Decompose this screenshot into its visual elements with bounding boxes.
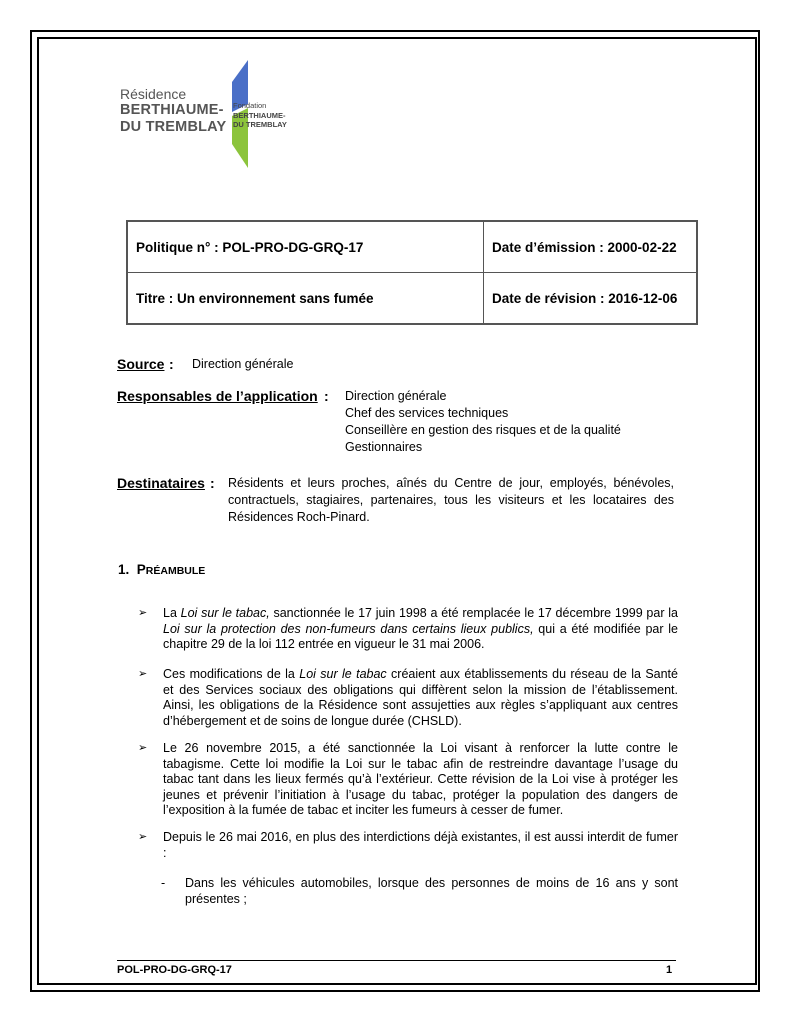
footer-divider (117, 960, 676, 961)
section-heading-preambule (118, 562, 205, 577)
text-run-italic: Loi sur le tabac, (180, 606, 270, 620)
revision-date: Date de révision : 2016-12-06 (484, 273, 698, 325)
logo-residence-line1: BERTHIAUME- (120, 102, 224, 118)
arrow-bullet-icon: ➢ (138, 831, 148, 843)
sub-list-text: Dans les véhicules automobiles, lorsque des personnes de moins de 16 ans y sont présentes ; (185, 876, 678, 906)
source-value: Direction générale (192, 357, 294, 371)
arrow-bullet-icon: ➢ (138, 742, 148, 754)
list-item: Chef des services techniques (345, 406, 509, 420)
text-run: qui a été modifiée par le chapitre 29 de la loi 112 entrée en vigueur le 31 mai 2006. (163, 621, 679, 651)
policy-header-table (126, 220, 698, 325)
source-colon: : (169, 356, 174, 372)
destinataires-colon: : (210, 475, 215, 491)
responsables-list (345, 388, 621, 456)
sub-list-item (161, 876, 678, 907)
text-run: créaient aux établissements du réseau de la Santé et des Services sociaux des obligations qui diffèrent selon la mission de l’établissement. Ainsi, les obligations de la Résidence sont assujetties aux règles s’appliquant aux centres d’hébergement et de soins de longue durée (CHSLD). (163, 667, 678, 728)
issue-date: Date d’émission : 2000-02-22 (484, 221, 698, 273)
text-run-italic: Loi sur la protection des non-fumeurs dans certains lieux publics, (163, 621, 534, 636)
table-row (127, 221, 697, 273)
text-run-italic: Loi sur le tabac (299, 667, 387, 681)
policy-number: Politique n° : POL-PRO-DG-GRQ-17 (127, 221, 484, 273)
section-first-letter: P (136, 562, 146, 577)
logo-fondation-line1: BERTHIAUME- (233, 111, 286, 120)
arrow-bullet-icon: ➢ (138, 668, 148, 680)
bullet-item (138, 606, 678, 653)
destinataires-label: Destinataires (117, 475, 205, 491)
bullet-text (163, 606, 678, 653)
arrow-bullet-icon: ➢ (138, 607, 148, 619)
text-run: La (163, 606, 181, 620)
list-item: Direction générale (345, 389, 447, 403)
text-run: Ces modifications de la (163, 667, 300, 681)
bullet-item (138, 741, 678, 819)
bullet-item (138, 667, 678, 729)
dash-marker: - (161, 876, 166, 890)
table-row (127, 273, 697, 325)
logo-fondation-line2: DU TREMBLAY (233, 120, 287, 129)
logo-residence-word: Résidence (120, 86, 187, 102)
destinataires-value: Résidents et leurs proches, aînés du Centre de jour, employés, bénévoles, contractuels, stagiaires, partenaires, tous les visiteurs et les locataires des Résidences Roch-Pinard. (228, 476, 674, 524)
bullet-text: Depuis le 26 mai 2016, en plus des interdictions déjà existantes, il est aussi interdit de fumer : (163, 830, 678, 860)
section-rest: RÉAMBULE (145, 565, 206, 577)
logo-residence-line2: DU TREMBLAY (120, 119, 227, 135)
logo-fondation-word: Fondation (233, 101, 267, 110)
section-number: 1. (118, 562, 130, 577)
footer-page-number: 1 (666, 964, 673, 976)
bullet-text: Le 26 novembre 2015, a été sanctionnée la Loi visant à renforcer la lutte contre le tabagisme. Cette loi modifie la Loi sur le tabac afin de restreindre davantage l’usage du tabac tant dans les lieux fermés qu’à l’extérieur. Cette révision de la Loi vise à protéger les jeunes et prévenir l’initiation à l’usage du tabac, protéger la population des dangers de l’exposition à la fumée de tabac et inciter les fumeurs à cesser de fumer. (163, 741, 678, 817)
list-item: Gestionnaires (345, 440, 423, 454)
bullet-item (138, 830, 678, 861)
policy-title: Titre : Un environnement sans fumée (127, 273, 484, 325)
responsables-label: Responsables de l’application (117, 388, 318, 404)
logo (120, 60, 320, 170)
source-label: Source (117, 356, 165, 372)
footer-document-code: POL-PRO-DG-GRQ-17 (117, 964, 232, 976)
list-item: Conseillère en gestion des risques et de la qualité (345, 423, 621, 437)
responsables-colon: : (324, 388, 329, 404)
text-run: sanctionnée le 17 juin 1998 a été remplacée le 17 décembre 1999 par la (269, 606, 678, 620)
bullet-text (163, 667, 678, 729)
